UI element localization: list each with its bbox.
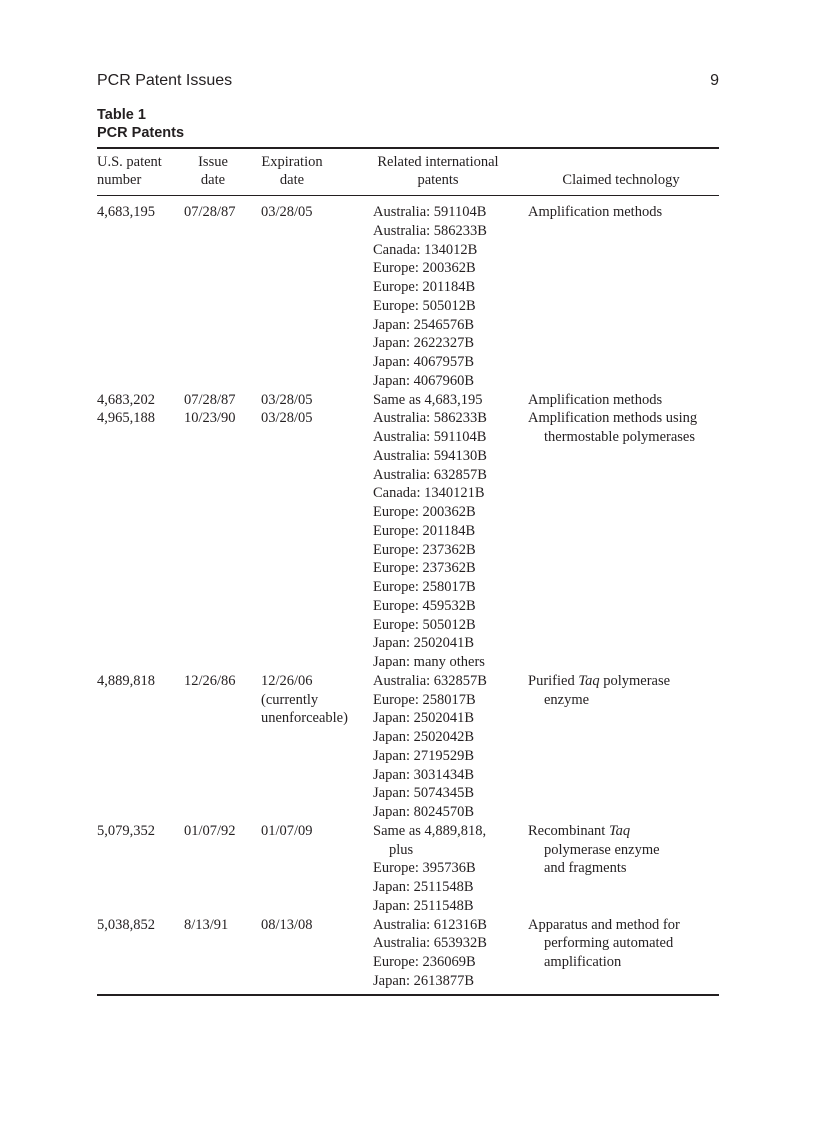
related-patent: Australia: 591104B — [373, 429, 487, 445]
running-head-title: PCR Patent Issues — [97, 72, 233, 89]
related-patent: Canada: 134012B — [373, 241, 478, 258]
claimed-line: Amplification methods — [528, 391, 663, 408]
table-bottom-rule — [97, 994, 719, 996]
table-row — [97, 672, 719, 822]
expiration-line: 03/28/05 — [261, 391, 313, 408]
claimed-italic: Taq — [578, 672, 600, 689]
header-issue-date: Issue date — [198, 154, 228, 189]
table-body — [97, 203, 719, 991]
related-patent: Japan: 2511548B — [373, 897, 474, 914]
related-patent: Canada: 1340121B — [373, 485, 485, 502]
related-patent: Europe: 237362B — [373, 541, 476, 558]
related-patent: Japan: 2502042B — [373, 729, 475, 745]
header-expiration-date: Expiration date — [261, 154, 323, 189]
claimed-line: Apparatus and method for — [528, 916, 680, 933]
related-patent: plus — [389, 841, 414, 858]
related-patent: Japan: 2502041B — [373, 710, 475, 727]
table-top-rule — [97, 147, 719, 149]
expiration-date — [261, 409, 313, 428]
related-patent: Australia: 586233B — [373, 410, 487, 427]
related-patents — [373, 203, 487, 391]
issue-date: 10/23/90 — [184, 410, 236, 427]
related-patent: Europe: 258017B — [373, 691, 476, 708]
related-patent: Japan: 4067960B — [373, 372, 475, 389]
claimed-line — [528, 822, 660, 841]
related-patents — [373, 916, 487, 991]
related-patent: Europe: 505012B — [373, 616, 476, 633]
claimed-text: Purified — [528, 672, 579, 689]
claimed-line: and fragments — [544, 860, 627, 877]
claimed-line — [528, 672, 670, 691]
related-patent: Europe: 258017B — [373, 579, 476, 595]
related-patent: Europe: 201184B — [373, 522, 476, 539]
issue-date: 01/07/92 — [184, 822, 236, 839]
related-patents — [373, 822, 486, 916]
expiration-line: (currently — [261, 691, 319, 708]
related-patent: Europe: 201184B — [373, 279, 476, 295]
expiration-date — [261, 916, 313, 935]
claimed-technology — [528, 822, 660, 878]
related-patent: Japan: 2546576B — [373, 316, 475, 333]
patent-number: 5,038,852 — [97, 916, 155, 933]
claimed-line: Amplification methods — [528, 204, 663, 220]
header-patent-number: U.S. patent number — [97, 154, 162, 189]
related-patents — [373, 409, 487, 672]
claimed-line: thermostable polymerases — [544, 429, 695, 445]
expiration-line: 03/28/05 — [261, 410, 313, 427]
issue-date: 8/13/91 — [184, 916, 229, 933]
issue-date: 07/28/87 — [184, 204, 236, 220]
patent-number: 4,965,188 — [97, 410, 155, 427]
related-patent: Europe: 395736B — [373, 860, 476, 877]
related-patent: Europe: 459532B — [373, 597, 476, 614]
expiration-line: 08/13/08 — [261, 916, 313, 933]
expiration-date — [261, 822, 313, 841]
table-row — [97, 203, 719, 391]
related-patent: Australia: 632857B — [373, 672, 487, 689]
table-header-rule — [97, 195, 719, 196]
header-claimed-technology: Claimed technology — [562, 172, 680, 189]
related-patent: Same as 4,683,195 — [373, 391, 483, 408]
expiration-line: 12/26/06 — [261, 672, 313, 689]
issue-date: 07/28/87 — [184, 391, 236, 408]
related-patent: Australia: 591104B — [373, 204, 487, 220]
patent-number: 4,889,818 — [97, 672, 155, 689]
related-patent: Europe: 237362B — [373, 560, 476, 577]
related-patent: Australia: 594130B — [373, 447, 487, 464]
claimed-text: Recombinant — [528, 822, 609, 839]
page-number: 9 — [710, 72, 719, 89]
header-related-patents: Related international patents — [377, 154, 499, 189]
expiration-line: 03/28/05 — [261, 204, 313, 220]
related-patent: Australia: 586233B — [373, 222, 487, 239]
claimed-line: performing automated — [544, 935, 674, 952]
claimed-line: amplification — [544, 954, 622, 970]
table-title: PCR Patents — [97, 125, 185, 141]
claimed-italic: Taq — [608, 822, 631, 839]
related-patent: Japan: 4067957B — [373, 354, 475, 370]
table-row — [97, 916, 719, 991]
related-patent: Same as 4,889,818, — [373, 822, 487, 839]
claimed-text: polymerase — [599, 672, 671, 689]
expiration-line: unenforceable) — [261, 710, 348, 727]
expiration-date — [261, 203, 313, 222]
table-row — [97, 391, 719, 410]
related-patent: Japan: 5074345B — [373, 785, 475, 802]
related-patent: Europe: 236069B — [373, 954, 476, 970]
claimed-line: polymerase enzyme — [544, 841, 660, 858]
related-patent: Australia: 612316B — [373, 916, 487, 933]
related-patents — [373, 672, 487, 822]
expiration-date — [261, 672, 348, 728]
patent-number: 4,683,195 — [97, 204, 155, 220]
related-patent: Australia: 653932B — [373, 935, 487, 952]
issue-date: 12/26/86 — [184, 672, 236, 689]
claimed-technology — [528, 391, 662, 410]
table-row — [97, 822, 719, 916]
claimed-line: Amplification methods using — [528, 410, 698, 427]
table-header — [97, 153, 719, 193]
related-patent: Europe: 505012B — [373, 297, 476, 314]
expiration-date — [261, 391, 313, 410]
related-patent: Japan: many others — [373, 654, 485, 670]
related-patent: Japan: 2502041B — [373, 635, 475, 652]
related-patent: Japan: 2613877B — [373, 972, 475, 989]
expiration-line: 01/07/09 — [261, 822, 313, 839]
claimed-technology — [528, 916, 680, 972]
patent-number: 4,683,202 — [97, 391, 155, 408]
table-caption — [97, 106, 184, 142]
patent-number: 5,079,352 — [97, 822, 155, 839]
claimed-technology — [528, 409, 697, 447]
running-head — [97, 72, 719, 90]
claimed-technology — [528, 672, 670, 710]
claimed-line: enzyme — [544, 691, 590, 708]
related-patent: Europe: 200362B — [373, 504, 476, 520]
related-patent: Japan: 3031434B — [373, 766, 475, 783]
table-row — [97, 409, 719, 672]
related-patent: Japan: 2511548B — [373, 879, 474, 895]
related-patent: Japan: 2622327B — [373, 335, 475, 352]
related-patent: Japan: 2719529B — [373, 747, 475, 764]
claimed-technology — [528, 203, 662, 222]
table-label: Table 1 — [97, 107, 146, 123]
related-patent: Europe: 200362B — [373, 260, 476, 277]
related-patent: Australia: 632857B — [373, 466, 487, 483]
related-patent: Japan: 8024570B — [373, 804, 475, 820]
related-patents — [373, 391, 483, 410]
